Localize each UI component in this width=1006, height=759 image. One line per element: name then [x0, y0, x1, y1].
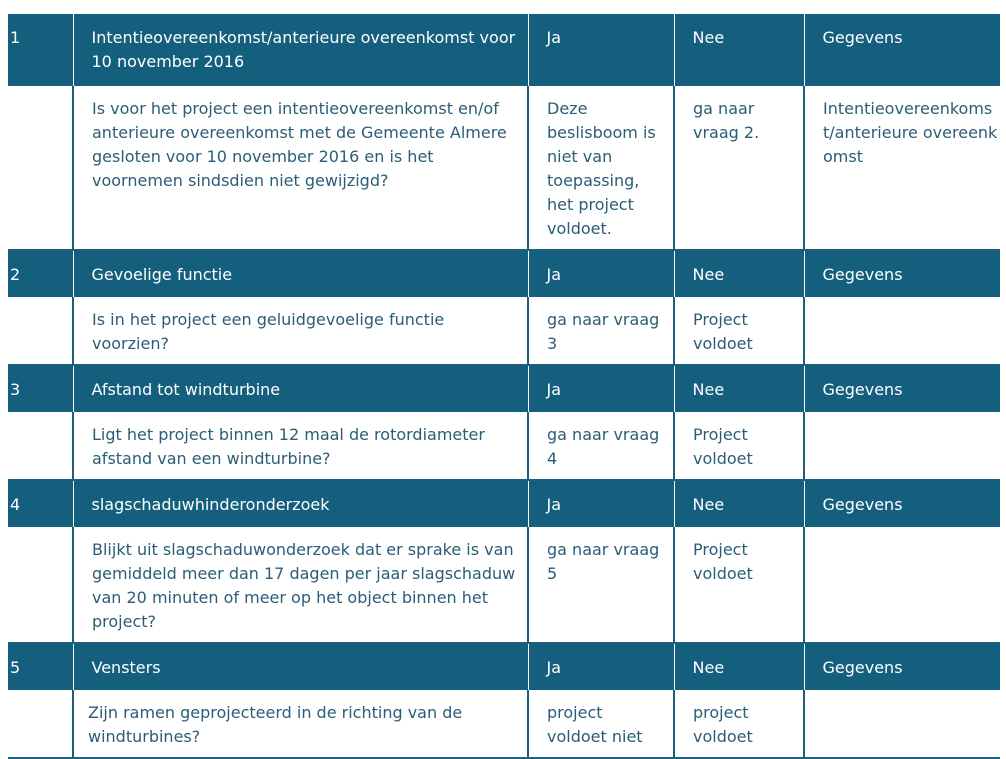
nee-answer: Project voldoet	[674, 412, 804, 480]
section-title: Vensters	[73, 643, 528, 690]
nee-column-header: Nee	[674, 365, 804, 412]
gegevens-column-header: Gegevens	[804, 14, 1000, 86]
question-text: Blijkt uit slagschaduwonderzoek dat er sprake is van gemiddeld meer dan 17 dagen per jaar slagschaduw van 20 minuten of meer op het object binnen het project?	[73, 527, 528, 643]
question-number-cell	[8, 527, 73, 643]
section-number: 5	[8, 643, 73, 690]
nee-answer: project voldoet	[674, 690, 804, 758]
section-number: 2	[8, 250, 73, 297]
nee-answer: Project voldoet	[674, 297, 804, 365]
ja-answer: ga naar vraag 5	[528, 527, 674, 643]
section-header-row	[8, 480, 1000, 527]
gegevens-column-header: Gegevens	[804, 250, 1000, 297]
question-number-cell	[8, 86, 73, 250]
ja-column-header: Ja	[528, 250, 674, 297]
section-title: Intentieovereenkomst/anterieure overeenkomst voor 10 november 2016	[73, 14, 528, 86]
gegevens-cell	[804, 690, 1000, 758]
gegevens-cell	[804, 412, 1000, 480]
ja-column-header: Ja	[528, 643, 674, 690]
section-header-row	[8, 14, 1000, 86]
gegevens-cell	[804, 527, 1000, 643]
ja-answer: project voldoet niet	[528, 690, 674, 758]
question-row	[8, 690, 1000, 758]
ja-column-header: Ja	[528, 365, 674, 412]
question-row	[8, 86, 1000, 250]
ja-answer: ga naar vraag 4	[528, 412, 674, 480]
question-row	[8, 412, 1000, 480]
question-row	[8, 527, 1000, 643]
section-title: Afstand tot windturbine	[73, 365, 528, 412]
section-header-row	[8, 643, 1000, 690]
nee-column-header: Nee	[674, 480, 804, 527]
ja-answer: ga naar vraag 3	[528, 297, 674, 365]
section-number: 1	[8, 14, 73, 86]
nee-answer: Project voldoet	[674, 527, 804, 643]
decision-tree-table	[8, 14, 1000, 759]
nee-answer: ga naar vraag 2.	[674, 86, 804, 250]
gegevens-column-header: Gegevens	[804, 643, 1000, 690]
question-number-cell	[8, 297, 73, 365]
nee-column-header: Nee	[674, 14, 804, 86]
gegevens-cell	[804, 297, 1000, 365]
gegevens-column-header: Gegevens	[804, 480, 1000, 527]
gegevens-column-header: Gegevens	[804, 365, 1000, 412]
section-number: 4	[8, 480, 73, 527]
nee-column-header: Nee	[674, 643, 804, 690]
question-text: Is voor het project een intentieovereenkomst en/of anterieure overeenkomst met de Gemeente Almere gesloten voor 10 november 2016 en is het voornemen sindsdien niet gewijzigd?	[73, 86, 528, 250]
section-header-row	[8, 365, 1000, 412]
section-title: slagschaduwhinderonderzoek	[73, 480, 528, 527]
question-text: Ligt het project binnen 12 maal de rotordiameter afstand van een windturbine?	[73, 412, 528, 480]
question-text: Is in het project een geluidgevoelige functie voorzien?	[73, 297, 528, 365]
nee-column-header: Nee	[674, 250, 804, 297]
question-text: Zijn ramen geprojecteerd in de richting van de windturbines?	[73, 690, 528, 758]
section-title: Gevoelige functie	[73, 250, 528, 297]
section-header-row	[8, 250, 1000, 297]
ja-column-header: Ja	[528, 14, 674, 86]
ja-column-header: Ja	[528, 480, 674, 527]
question-number-cell	[8, 412, 73, 480]
question-number-cell	[8, 690, 73, 758]
ja-answer: Deze beslisboom is niet van toepassing, het project voldoet.	[528, 86, 674, 250]
section-number: 3	[8, 365, 73, 412]
gegevens-cell: Intentieovereenkomst/anterieure overeenkomst	[804, 86, 1000, 250]
question-row	[8, 297, 1000, 365]
